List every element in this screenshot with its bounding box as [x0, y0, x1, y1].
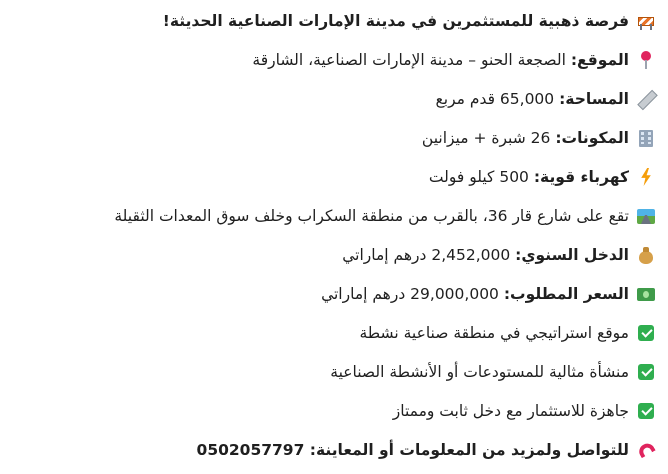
- location-line: [12, 45, 656, 84]
- telephone-icon: [636, 440, 656, 460]
- location-value: الصجعة الحنو – مدينة الإمارات الصناعية، الشارقة: [252, 51, 571, 69]
- feature-line: [12, 396, 656, 435]
- pushpin-icon: [636, 50, 656, 70]
- area-label: المساحة:: [559, 90, 629, 108]
- power-label: كهرباء قوية:: [533, 168, 629, 186]
- price-value: 29,000,000 درهم إماراتي: [321, 285, 504, 303]
- headline: فرصة ذهبية للمستثمرين في مدينة الإمارات الصناعية الحديثة!: [162, 12, 629, 30]
- access-value: تقع على شارع قار 36، بالقرب من منطقة السكراب وخلف سوق المعدات الثقيلة: [114, 207, 629, 225]
- location-label: الموقع:: [570, 51, 629, 69]
- check-mark-icon: [636, 323, 656, 343]
- construction-barrier-icon: [636, 11, 656, 31]
- area-line: [12, 84, 656, 123]
- banknote-icon: [636, 284, 656, 304]
- income-line: [12, 240, 656, 279]
- components-value: 26 شبرة + ميزانين: [421, 129, 556, 147]
- price-label: السعر المطلوب:: [503, 285, 629, 303]
- contact-label: للتواصل ولمزيد من المعلومات أو المعاينة:: [309, 441, 629, 459]
- headline-line: [12, 6, 656, 45]
- income-label: الدخل السنوي:: [515, 246, 629, 264]
- ruler-icon: [636, 89, 656, 109]
- check-mark-icon: [636, 362, 656, 382]
- high-voltage-icon: [636, 167, 656, 187]
- power-value: 500 كيلو فولت: [428, 168, 534, 186]
- feature-text: موقع استراتيجي في منطقة صناعية نشطة: [359, 324, 629, 342]
- feature-line: [12, 357, 656, 396]
- feature-text: منشأة مثالية للمستودعات أو الأنشطة الصناعية: [330, 363, 629, 381]
- contact-phone[interactable]: 0502057797: [196, 441, 310, 459]
- contact-line: [12, 435, 656, 474]
- check-mark-icon: [636, 401, 656, 421]
- components-line: [12, 123, 656, 162]
- income-value: 2,452,000 درهم إماراتي: [342, 246, 516, 264]
- money-bag-icon: [636, 245, 656, 265]
- access-line: [12, 201, 656, 240]
- components-label: المكونات:: [555, 129, 629, 147]
- power-line: [12, 162, 656, 201]
- price-line: [12, 279, 656, 318]
- feature-text: جاهزة للاستثمار مع دخل ثابت وممتاز: [392, 402, 629, 420]
- feature-line: [12, 318, 656, 357]
- motorway-icon: [636, 206, 656, 226]
- area-value: 65,000 قدم مربع: [435, 90, 560, 108]
- office-building-icon: [636, 128, 656, 148]
